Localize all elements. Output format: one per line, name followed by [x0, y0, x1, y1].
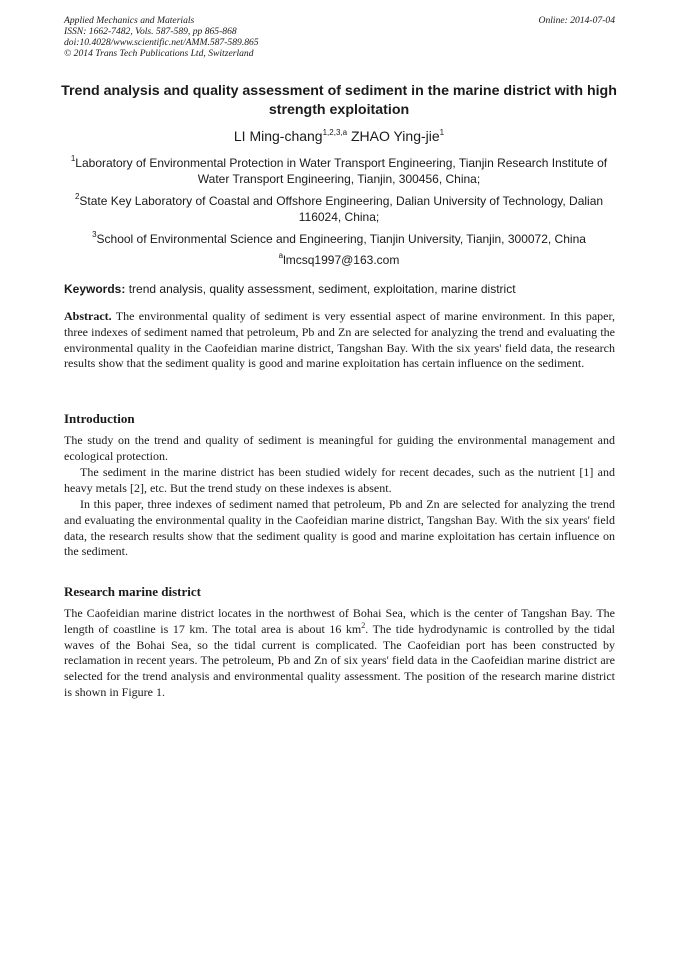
intro-paragraph-3: In this paper, three indexes of sediment named that petroleum, Pb and Zn are selected for analyzing the trend and evaluating the environmental quality in the Caofeidian marine district, Tangshan Bay. With the six years' field data, the research results show that the sediment quality is good and marine exploitation has certain influence on the sediment.	[64, 497, 615, 559]
affiliation-mark: 3	[92, 230, 97, 239]
journal-name: Applied Mechanics and Materials	[64, 15, 195, 26]
affiliation-text: School of Environmental Science and Engineering, Tianjin University, Tianjin, 300072, China	[96, 232, 586, 246]
keywords	[64, 282, 615, 296]
doi-line: doi:10.4028/www.scientific.net/AMM.587-589.865	[64, 37, 259, 48]
section-heading-research-district: Research marine district	[64, 584, 201, 599]
author-affiliation-mark: 1,2,3,a	[322, 128, 348, 137]
email-line	[60, 252, 618, 268]
affiliation-text: Laboratory of Environmental Protection in Water Transport Engineering, Tianjin Research Institute of Water Transport Engineering, Tianjin, 300456, China;	[75, 156, 608, 186]
abstract-label: Abstract.	[64, 309, 112, 323]
abstract	[64, 309, 615, 372]
affiliation-mark: 2	[74, 192, 80, 201]
affiliation-text: State Key Laboratory of Coastal and Offshore Engineering, Dalian University of Technology, Dalian 116024, China;	[79, 194, 604, 224]
research-text-part-1: The Caofeidian marine district locates in the northwest of Bohai Sea, which is the center of Tangshan Bay. The length of coastline is 17 km. The total area is about 16 km	[64, 606, 615, 636]
email-mark: a	[278, 251, 284, 260]
author-name: ZHAO Ying-jie	[350, 128, 440, 144]
superscript: 2	[361, 620, 366, 630]
abstract-text: The environmental quality of sediment is very essential aspect of marine environment. In this paper, three indexes of sediment named that petroleum, Pb and Zn are selected for analyzing the trend and evaluating the environmental quality in the Caofeidian marine district, Tangshan Bay. With the six years' field data, the research results show that the sediment quality is good and marine exploitation has certain influence on the sediment.	[64, 309, 615, 371]
affiliation-1	[60, 155, 618, 187]
paper-title: Trend analysis and quality assessment of sediment in the marine district with high strength exploitation	[61, 83, 617, 118]
author-affiliation-mark: 1	[439, 128, 445, 137]
affiliation-3	[60, 231, 618, 247]
research-text-part-2: . The tide hydrodynamic is controlled by the tidal waves of the Bohai Sea, so the tidal current is complicated. The Caofeidian port has been constructed by reclamation in recent years. The petroleum, Pb and Zn of six years' field data in the Caofeidian marine district are selected for the trend analysis and environmental quality assessment. The position of the research marine district is shown in Figure 1.	[64, 621, 615, 699]
online-date: Online: 2014-07-04	[538, 15, 615, 26]
keywords-text: trend analysis, quality assessment, sediment, exploitation, marine district	[128, 282, 516, 296]
affiliation-mark: 1	[70, 154, 76, 163]
intro-paragraph-1: The study on the trend and quality of sediment is meaningful for guiding the environmental management and ecological protection.	[64, 433, 615, 463]
intro-paragraph-2: The sediment in the marine district has been studied widely for recent decades, such as the nutrient [1] and heavy metals [2], etc. But the trend study on these indexes is absent.	[64, 465, 615, 495]
issn-line: ISSN: 1662-7482, Vols. 587-589, pp 865-868	[64, 26, 237, 37]
author-line	[0, 128, 678, 144]
email-address: lmcsq1997@163.com	[283, 253, 400, 267]
author-name: LI Ming-chang	[233, 128, 323, 144]
research-paragraph	[64, 606, 615, 701]
keywords-label: Keywords:	[64, 282, 126, 296]
affiliation-2	[60, 193, 618, 225]
copyright-line: © 2014 Trans Tech Publications Ltd, Switzerland	[64, 48, 254, 59]
journal-header	[64, 15, 615, 59]
section-heading-introduction: Introduction	[64, 411, 135, 426]
